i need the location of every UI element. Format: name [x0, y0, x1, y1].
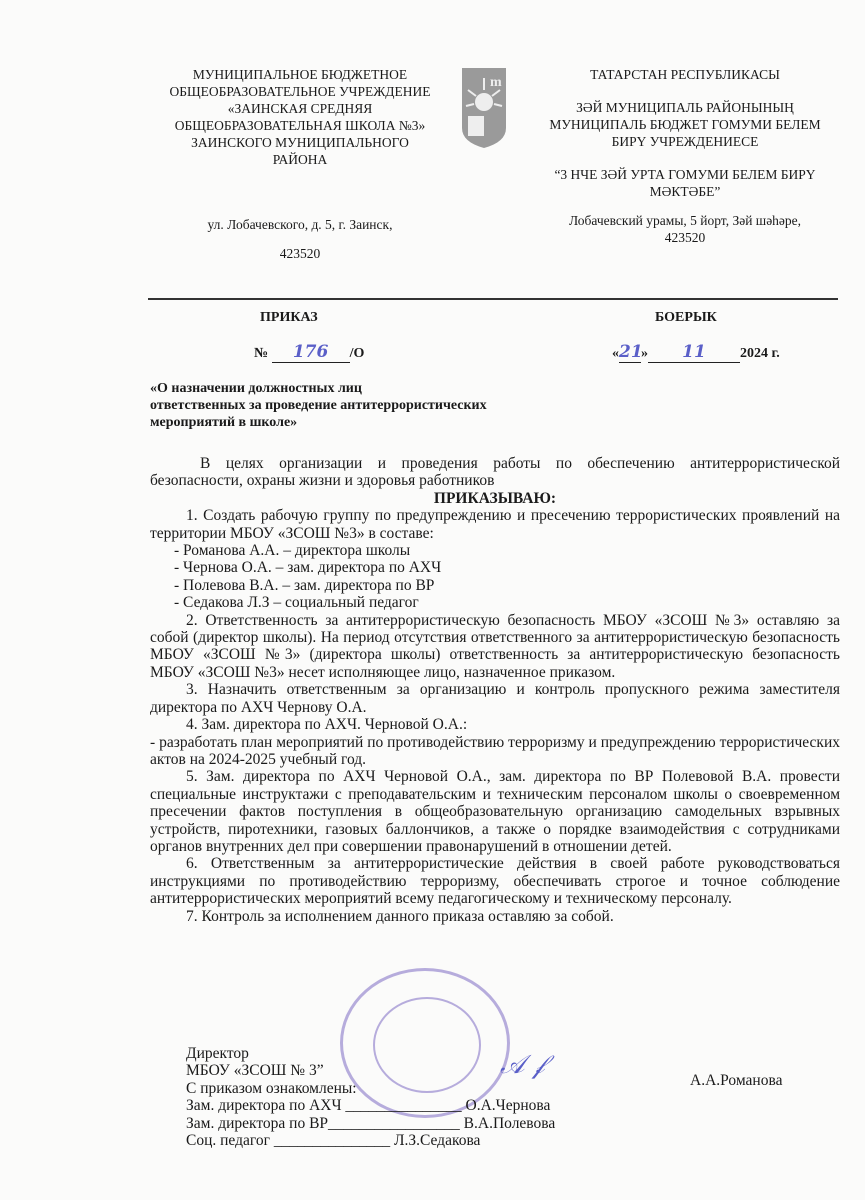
member: - Седакова Л.З – социальный педагог [174, 594, 419, 612]
intro-paragraph: В целях организации и проведения работы по обеспечению антитеррористической безопасности, охраны жизни и здоровья работников [150, 455, 840, 490]
org-name-line: МУНИЦИПАЛЬНОЕ БЮДЖЕТНОЕ [192, 67, 408, 82]
header-left [150, 66, 450, 262]
org-name-line: «ЗАИНСКАЯ СРЕДНЯЯ [227, 101, 373, 116]
item-4: 4. Зам. директора по АХЧ. Черновой О.А.: [186, 716, 468, 734]
org-name-tt: МУНИЦИПАЛЬ БЮДЖЕТ ГОМУМИ БЕЛЕМ [549, 117, 821, 132]
decree-heading: ПРИКАЗЫВАЮ: [433, 489, 557, 507]
header-divider [148, 298, 838, 300]
role: Соц. педагог [186, 1132, 270, 1150]
subject-line: «О назначении должностных лиц [150, 381, 362, 396]
zip-ru: 423520 [279, 246, 321, 261]
acquainted-row [186, 1097, 555, 1114]
school-name-tt: “3 НЧЕ ЗӘЙ УРТА ГОМУМИ БЕЛЕМ БИРҮ [554, 167, 816, 182]
order-date [612, 342, 780, 363]
number-suffix: /О [349, 346, 365, 361]
signature-line: _______________ [345, 1097, 462, 1115]
role: Зам. директора по ВР [186, 1114, 329, 1132]
org-name-line: ЗАИНСКОГО МУНИЦИПАЛЬНОГО [191, 135, 409, 150]
order-title-tt: БОЕРЫК [655, 310, 717, 325]
header-right [525, 66, 845, 246]
acquainted-label: С приказом ознакомлены: [186, 1079, 357, 1097]
name: О.А.Чернова [465, 1097, 551, 1115]
order-body [150, 455, 840, 925]
order-number [254, 342, 364, 363]
zip-tt: 423520 [664, 230, 706, 245]
order-title-ru: ПРИКАЗ [260, 310, 318, 325]
item-6: 6. Ответственным за антитеррористические действия в своей работе руководствоваться инструкциями по противодействию терроризму, обеспечивать строгое и точное соблюдение антитеррористических мероприятий всему педагогическому и техническому персоналу. [150, 855, 840, 908]
coat-of-arms-icon [460, 66, 508, 148]
order-subject [150, 380, 487, 431]
quote: » [641, 346, 648, 361]
acquainted-row [186, 1115, 555, 1132]
signature-line: _________________ [328, 1114, 460, 1132]
address-tt: Лобачевский урамы, 5 йорт, Зәй шәһәре, [568, 213, 802, 228]
director-name: А.А.Романова [690, 1072, 783, 1089]
number-sign: № [254, 346, 269, 361]
item-3: 3. Назначить ответственным за организацию и контроль пропускного режима заместителя директора по АХЧ Чернову О.А. [150, 681, 840, 716]
director-org: МБОУ «ЗСОШ № 3” [186, 1062, 324, 1080]
member: - Полевова В.А. – зам. директора по ВР [174, 576, 435, 594]
item-7: 7. Контроль за исполнением данного приказа оставляю за собой. [186, 907, 614, 925]
role: Зам. директора по АХЧ [186, 1097, 342, 1115]
order-month: 11 [682, 342, 706, 362]
signature-line: _______________ [273, 1132, 391, 1150]
org-name-line: ОБЩЕОБРАЗОВАТЕЛЬНОЕ УЧРЕЖДЕНИЕ [169, 84, 431, 99]
org-name-line: РАЙОНА [272, 152, 328, 167]
member: - Романова А.А. – директора школы [174, 542, 411, 560]
item-1: 1. Создать рабочую группу по предупреждению и пресечению террористических проявлений на территории МБОУ «ЗСОШ №3» в составе: [150, 507, 840, 542]
name: Л.З.Седакова [393, 1132, 481, 1150]
org-name-tt: ЗӘЙ МУНИЦИПАЛЬ РАЙОНЫНЫҢ [576, 100, 794, 115]
item-4a: - разработать план мероприятий по противодействию терроризму и предупреждению террористических актов на 2024-2025 учебный год. [150, 733, 840, 768]
item-2: 2. Ответственность за антитеррористическую безопасность МБОУ «ЗСОШ №3» оставляю за собой (директор школы). На период отсутствия ответственного за антитеррористическую безопасность МБОУ «ЗСОШ №3» (директора школы) ответственность за антитеррористическую безопасность МБОУ «ЗСОШ №3» несет исполняющее лицо, назначенное приказом. [150, 611, 840, 681]
republic-name: ТАТАРСТАН РЕСПУБЛИКАСЫ [590, 67, 780, 82]
org-name-tt: БИРҮ УЧРЕЖДЕНИЕСЕ [611, 134, 759, 149]
item-5: 5. Зам. директора по АХЧ Черновой О.А., зам. директора по ВР Полевовой В.А. провести специальные инструктажи с преподавательским и техническим персоналом школы о своевременном пресечении фактов поступления в общеобразовательную организацию самодельных взрывных устройств, пиротехники, газовых баллончиков, а также о порядке взаимодействия с сотрудниками органов внутренних дел при совершении правонарушений в отношении детей. [150, 768, 840, 855]
director-position: Директор [186, 1045, 249, 1062]
school-name-tt: МӘКТӘБЕ” [649, 184, 721, 199]
subject-line: мероприятий в школе» [150, 415, 298, 430]
order-year: 2024 г. [740, 346, 780, 361]
name: В.А.Полевова [463, 1114, 556, 1132]
acquainted-row [186, 1132, 555, 1149]
subject-line: ответственных за проведение антитеррористических [150, 398, 487, 413]
order-day: 21 [619, 342, 643, 362]
svg-text:m: m [490, 75, 502, 90]
director-signature: 𝒜 𝒻 [500, 1050, 545, 1080]
quote: « [612, 346, 619, 361]
address-ru: ул. Лобачевского, д. 5, г. Заинск, [207, 217, 393, 232]
order-number-value: 176 [292, 342, 329, 362]
org-name-line: ОБЩЕОБРАЗОВАТЕЛЬНАЯ ШКОЛА №3» [174, 118, 426, 133]
member: - Чернова О.А. – зам. директора по АХЧ [174, 559, 442, 577]
